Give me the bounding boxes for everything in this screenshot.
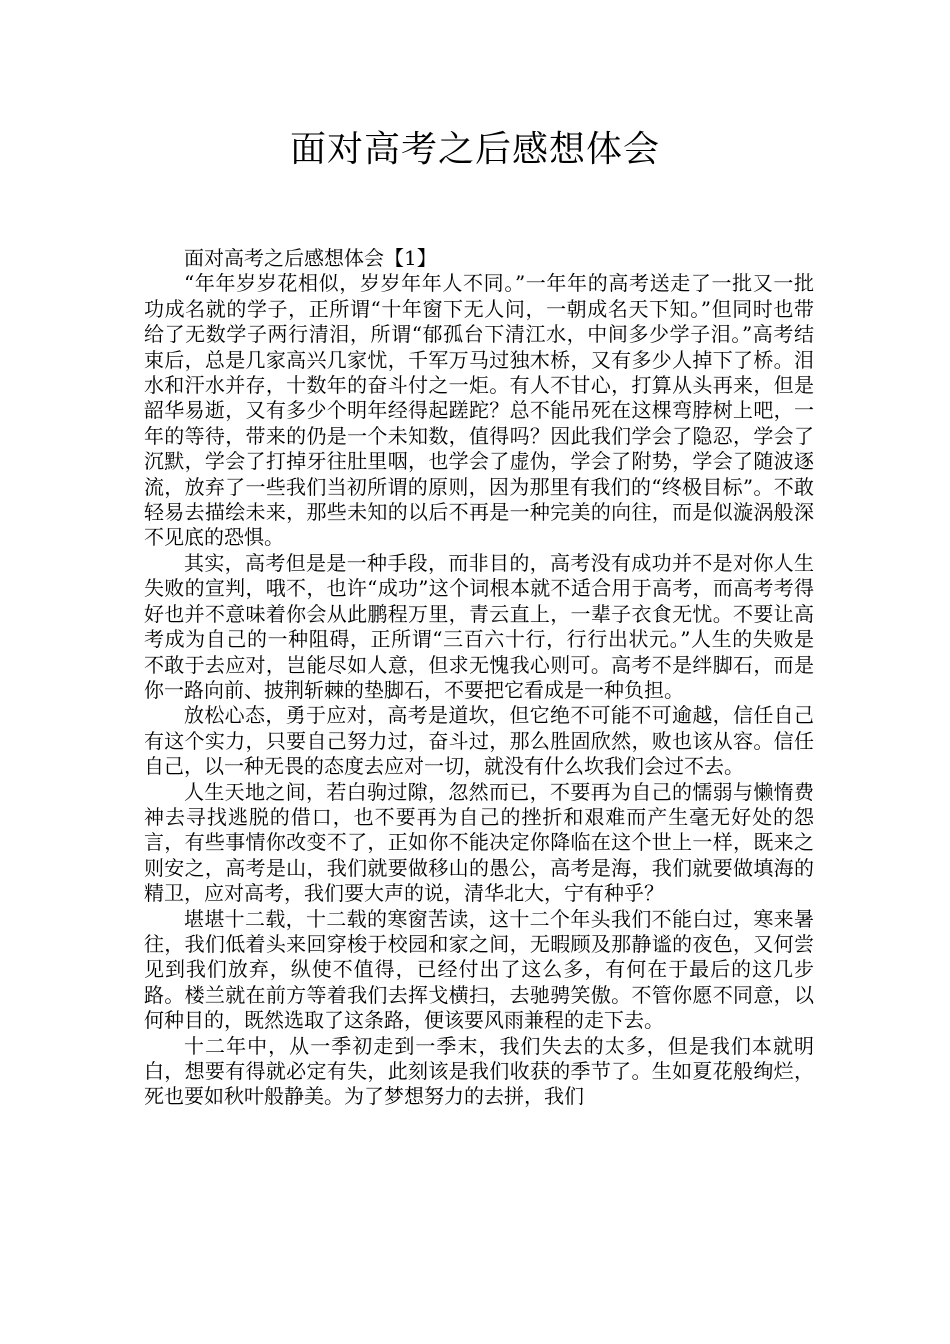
paragraph: 十二年中，从一季初走到一季末，我们失去的太多，但是我们本就明白，想要有得就必定有失，此刻该是我们收获的季节了。生如夏花般绚烂，死也要如秋叶般静美。为了梦想努力的去拼，我们 [144, 1033, 814, 1109]
paragraph: 人生天地之间，若白驹过隙，忽然而已，不要再为自己的懦弱与懒惰费神去寻找逃脱的借口，也不要再为自己的挫折和艰难而产生毫无好处的怨言，有些事情你改变不了，正如你不能决定你降临在这个世上一样，既来之则安之，高考是山，我们就要做移山的愚公，高考是海，我们就要做填海的精卫，应对高考，我们要大声的说，清华北大，宁有种乎？ [144, 779, 814, 906]
document-body [144, 246, 814, 1110]
paragraph: 其实，高考但是是一种手段，而非目的，高考没有成功并不是对你人生失败的宣判，哦不，也许“成功”这个词根本就不适合用于高考，而高考考得好也并不意味着你会从此鹏程万里，青云直上，一辈子衣食无忧。不要让高考成为自己的一种阻碍，正所谓“三百六十行，行行出状元。”人生的失败是不敢于去应对，岂能尽如人意，但求无愧我心则可。高考不是绊脚石，而是你一路向前、披荆斩棘的垫脚石，不要把它看成是一种负担。 [144, 550, 814, 702]
paragraph: 放松心态，勇于应对，高考是道坎，但它绝不可能不可逾越，信任自己有这个实力，只要自己努力过，奋斗过，那么胜固欣然，败也该从容。信任自己，以一种无畏的态度去应对一切，就没有什么坎我们会过不去。 [144, 703, 814, 779]
paragraph: “年年岁岁花相似，岁岁年年人不同。”一年年的高考送走了一批又一批功成名就的学子，正所谓“十年窗下无人问，一朝成名天下知。”但同时也带给了无数学子两行清泪，所谓“郁孤台下清江水，中间多少学子泪。”高考结束后，总是几家高兴几家忧，千军万马过独木桥，又有多少人掉下了桥。泪水和汗水并存，十数年的奋斗付之一炬。有人不甘心，打算从头再来，但是韶华易逝，又有多少个明年经得起蹉跎？总不能吊死在这棵弯脖树上吧，一年的等待，带来的仍是一个未知数，值得吗？因此我们学会了隐忍，学会了沉默，学会了打掉牙往肚里咽，也学会了虚伪，学会了附势，学会了随波逐流，放弃了一些我们当初所谓的原则，因为那里有我们的“终极目标”。不敢轻易去描绘未来，那些未知的以后不再是一种完美的向往，而是似漩涡般深不见底的恐惧。 [144, 271, 814, 550]
section-heading: 面对高考之后感想体会【1】 [184, 246, 437, 270]
paragraph: 堪堪十二载，十二载的寒窗苦读，这十二个年头我们不能白过，寒来暑往，我们低着头来回穿梭于校园和家之间，无暇顾及那静谧的夜色，又何尝见到我们放弃，纵使不值得，已经付出了这么多，有何在于最后的这几步路。楼兰就在前方等着我们去挥戈横扫，去驰骋笑傲。不管你愿不同意，以何种目的，既然选取了这条路，便该要风雨兼程的走下去。 [144, 906, 814, 1033]
document-title: 面对高考之后感想体会 [289, 129, 660, 170]
